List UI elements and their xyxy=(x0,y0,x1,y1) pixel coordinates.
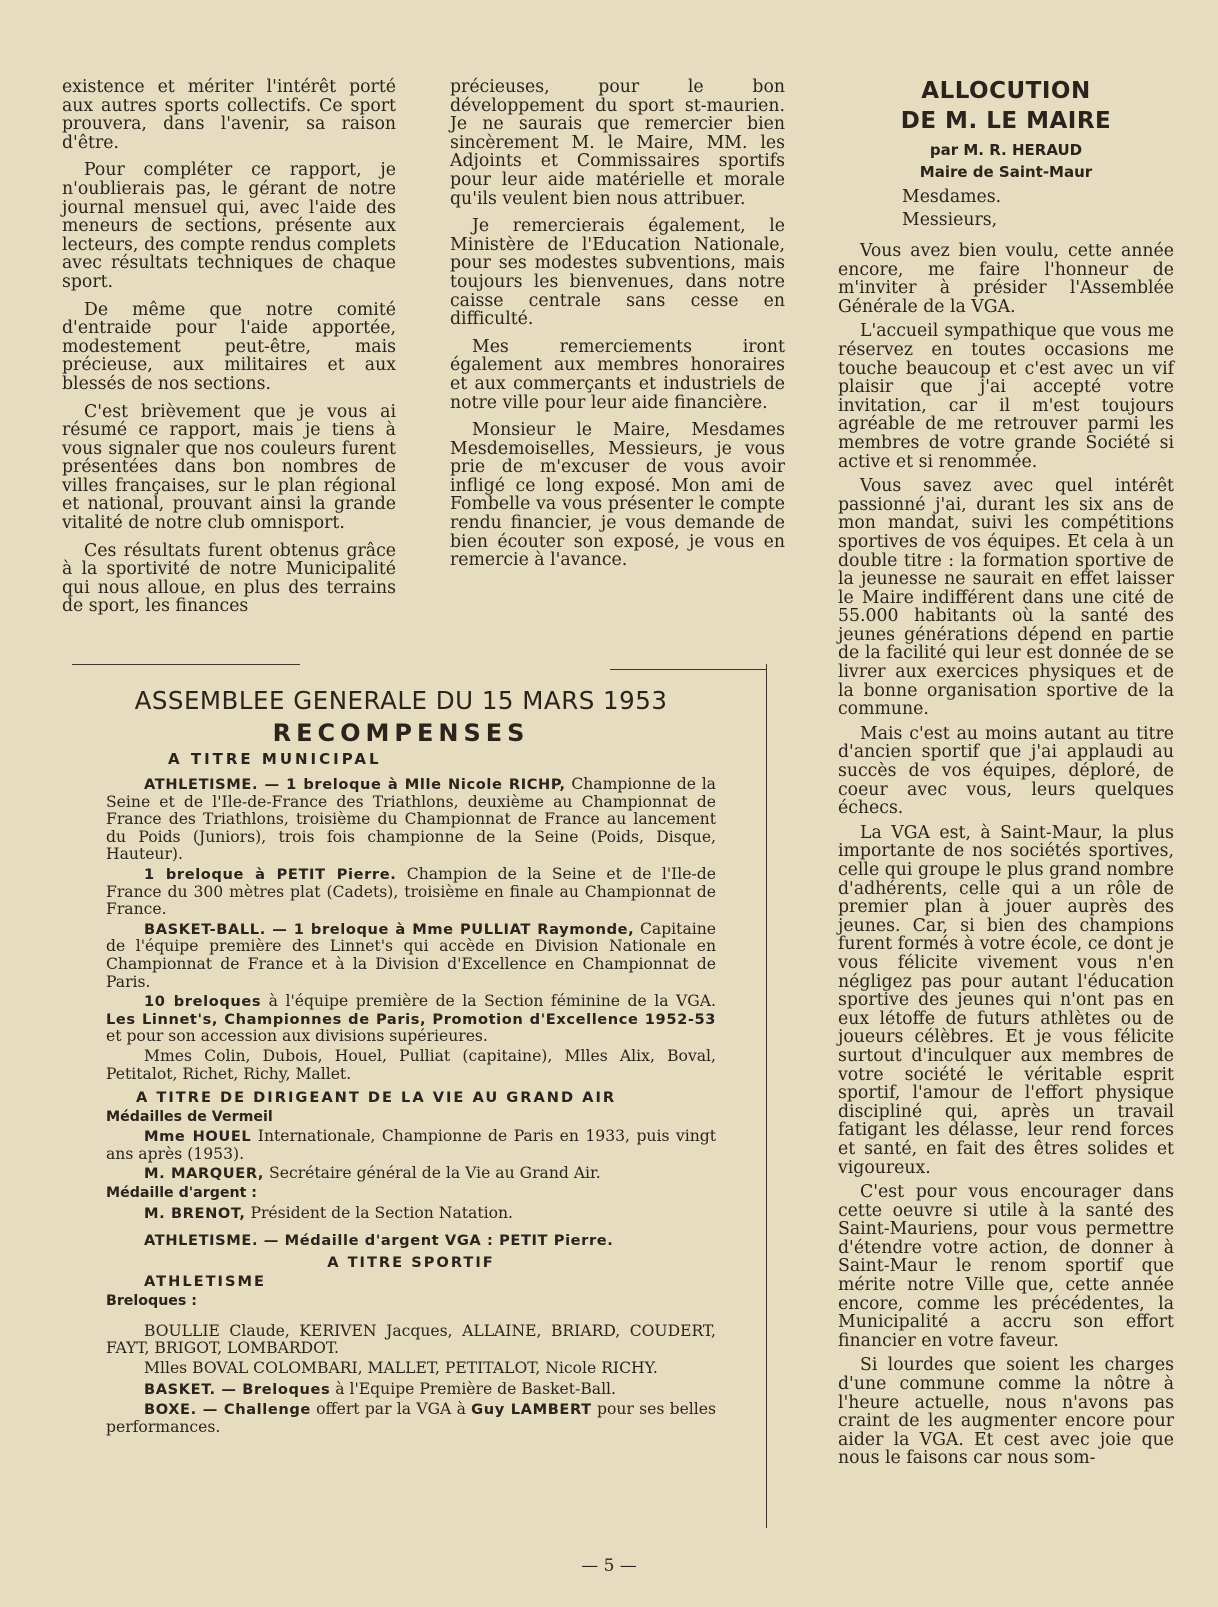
paragraph: Mes remerciements iront également aux membres honoraires et aux commerçants et industriels de notre ville pour leur aide financière. xyxy=(450,336,785,413)
argent-label: Médaille d'argent : xyxy=(106,1185,257,1202)
box-rule xyxy=(610,669,766,670)
paragraph: précieuses, pour le bon développement du sport st-maurien. Je ne saurais que remercier bien sincèrement M. le Maire, MM. les Adjoints et Commissaires sportifs pour leur aide matérielle et morale qu'ils veulent bien nous attribuer. xyxy=(450,77,785,209)
greeting: Mesdames. xyxy=(902,187,1002,207)
award-entry xyxy=(106,1165,716,1183)
award-entry xyxy=(106,1381,716,1399)
paragraph: Mais c'est au moins autant au titre d'ancien sportif que j'ai applaudi au succès de vos équipes, déploré, de coeur avec vous, leurs quelques échecs. xyxy=(838,723,1174,819)
paragraph: Monsieur le Maire, Mesdames Mesdemoiselles, Messieurs, je vous prie de m'excuser de vous avoir infligé ce long exposé. Mon ami de Fombelle va vous présenter le compte rendu financier, je vous demande de bien écouter son exposé, je vous en remercie à l'avance. xyxy=(450,420,785,571)
award-entry xyxy=(106,1205,716,1223)
column-left xyxy=(62,78,396,625)
paragraph: De même que notre comité d'entraide pour l'aide apportée, modestement peut-être, mais précieuse, aux militaires et aux blessés de nos sections. xyxy=(62,299,396,394)
award-text: Président de la Section Natation. xyxy=(245,1203,513,1222)
award-text: Capitaine de l'équipe première des Linnet's qui accède en Division Nationale en Championnat de France et à la Division d'Excellence en Championnat de Paris. xyxy=(106,919,716,991)
paragraph: Pour compléter ce rapport, je n'oublierais pas, le gérant de notre journal mensuel qui, avec l'aide des meneurs de sections, présente aux lecteurs, des compte rendus complets avec résultats techniques de chaque sport. xyxy=(62,160,396,292)
award-bold: BASKET-BALL. — 1 breloque à Mme PULLIAT Raymonde, xyxy=(144,920,635,938)
paragraph: C'est pour vous encourager dans cette oeuvre si utile à la santé des Saint-Mauriens, pour vous permettre d'étendre votre action, de donner à Saint-Maur le renom sportif que mérite notre Ville que, cette année encore, comme les précédentes, la Municipalité a accru son effort financier en votre faveur. xyxy=(838,1182,1174,1351)
paragraph: Vous avez bien voulu, cette année encore, me faire l'honneur de m'inviter à présider l'Assemblée Générale de la VGA. xyxy=(838,241,1174,317)
allocution-title-line2: DE M. LE MAIRE xyxy=(900,108,1112,134)
award-text: Championne de la Seine et de l'Ile-de-France des Triathlons, deuxième au Championnat de France des Triathlons, troisième du Championnat de France au lancement du Poids (Juniors), trois fois championne de la Seine (Poids, Disque, Hauteur). xyxy=(106,775,716,864)
award-entry xyxy=(106,993,716,1046)
team-list: Mmes Colin, Dubois, Houel, Pulliat (capitaine), Mlles Alix, Boval, Petitalot, Richet, Richy, Mallet. xyxy=(106,1046,716,1083)
awards-content xyxy=(106,686,716,1438)
paragraph: Vous savez avec quel intérêt passionné j'ai, durant les six ans de mon mandat, suivi les compétitions sportives de vos équipes. Et cela à un double titre : la formation sportive de la jeunesse ne saurait en effet laisser le Maire indifférent dans une cité de 55.000 habitants où la santé des jeunes générations dépend en partie de la facilité qui leur est donnée de se livrer aux exercices physiques et de la bonne organisation sportive de la commune. xyxy=(838,476,1174,720)
athletisme-heading: ATHLETISME xyxy=(144,1273,266,1291)
assembly-title: ASSEMBLEE GENERALE DU 15 MARS 1953 xyxy=(134,686,668,715)
paragraph: Si lourdes que soient les charges d'une commune comme la nôtre à l'heure actuelle, nous n'avons pas craint de les augmenter encore pour aider la VGA. Et cest avec joie que nous le faisons car nous som- xyxy=(838,1355,1174,1469)
dirigeant-heading: A TITRE DE DIRIGEANT DE LA VIE AU GRAND AIR xyxy=(136,1089,617,1107)
column-right-allocution xyxy=(838,76,1174,1474)
award-bold: BASKET. — Breloques xyxy=(144,1381,331,1399)
greeting: Messieurs, xyxy=(902,210,998,230)
award-entry xyxy=(106,921,716,991)
awards-box xyxy=(62,664,767,1528)
award-bold: M. MARQUER, xyxy=(144,1165,265,1183)
award-text: à l'équipe première de la Section féminine de la VGA. xyxy=(261,992,716,1011)
names-list: BOULLIE Claude, KERIVEN Jacques, ALLAINE, BRIARD, COUDERT, FAYT, BRIGOT, LOMBARDOT. xyxy=(106,1321,716,1358)
award-bold: BOXE. — Challenge xyxy=(144,1401,311,1418)
award-bold: Guy LAMBERT xyxy=(471,1401,592,1418)
allocution-author: par M. R. HERAUD xyxy=(929,141,1083,159)
award-entry xyxy=(106,1401,716,1436)
award-entry xyxy=(106,776,716,864)
vermeil-label: Médailles de Vermeil xyxy=(106,1108,273,1125)
box-rule xyxy=(72,664,300,665)
award-entry xyxy=(106,866,716,919)
award-bold: Mme HOUEL xyxy=(144,1128,252,1146)
award-bold: ATHLETISME. — 1 breloque à Mlle Nicole RICHP, xyxy=(144,776,566,793)
names-list: Mlles BOVAL COLOMBARI, MALLET, PETITALOT, Nicole RICHY. xyxy=(144,1358,658,1377)
award-text: à l'Equipe Première de Basket-Ball. xyxy=(330,1380,617,1399)
paragraph: L'accueil sympathique que vous me réservez en toutes occasions me touche beaucoup et c'est avec un vif plaisir que j'ai accepté votre invitation, car il m'est toujours agréable de me retrouver parmi les membres de votre grande Société si active et si renommée. xyxy=(838,321,1174,472)
page-number: — 5 — xyxy=(581,1556,637,1576)
award-text: pour ses belles performances. xyxy=(106,1400,717,1436)
allocution-role: Maire de Saint-Maur xyxy=(919,163,1093,181)
column-middle xyxy=(450,78,785,579)
sportif-heading: A TITRE SPORTIF xyxy=(327,1253,495,1271)
municipal-heading: A TITRE MUNICIPAL xyxy=(168,750,382,768)
award-text: et pour son accession aux divisions supérieures. xyxy=(106,1027,488,1046)
award-text: offert par la VGA à xyxy=(310,1400,472,1418)
award-text: Internationale, Championne de Paris en 1933, puis vingt ans après (1953). xyxy=(106,1127,716,1163)
allocution-title: ALLOCUTION xyxy=(921,78,1091,104)
award-bold: M. BRENOT, xyxy=(144,1204,246,1222)
paragraph: Ces résultats furent obtenus grâce à la sportivité de notre Municipalité qui nous alloue, en plus des terrains de sport, les finances xyxy=(62,540,396,617)
paragraph: C'est brièvement que je vous ai résumé ce rapport, mais je tiens à vous signaler que nos couleurs furent présentées dans bon nombres de villes françaises, sur le plan régional et national, prouvant ainsi la grande vitalité de notre club omnisport. xyxy=(62,401,396,534)
breloques-label: Breloques : xyxy=(106,1293,197,1310)
award-bold: 10 breloques xyxy=(144,993,262,1011)
award-text: Secrétaire général de la Vie au Grand Air. xyxy=(264,1164,601,1183)
athletisme-vga: ATHLETISME. — Médaille d'argent VGA : PETIT Pierre. xyxy=(144,1232,614,1250)
award-bold: Les Linnet's, Championnes de Paris, Promotion d'Excellence 1952-53 xyxy=(106,1010,716,1028)
paragraph: La VGA est, à Saint-Maur, la plus importante de nos sociétés sportives, celle qui groupe le plus grand nombre d'adhérents, celle qui a un rôle de premier plan à jouer auprès des jeunes. Car, si bien des champions furent formés à votre école, ce dont je vous félicite vivement vous n'en négligez pas pour autant l'éducation sportive des jeunes qui n'ont pas en eux létoffe de futurs athlètes ou de joueurs célèbres. Et je vous félicite surtout d'inculquer aux membres de votre société le véritable esprit sportif, l'amour de l'effort physique discipliné qui, après un travail fatigant les délasse, leur rend forces et santé, en fait des êtres solides et vigoureux. xyxy=(838,822,1174,1178)
paragraph: existence et mériter l'intérêt porté aux autres sports collectifs. Ce sport prouvera, dans l'avenir, sa raison d'être. xyxy=(62,77,396,153)
recompenses-title: RECOMPENSES xyxy=(272,719,530,747)
award-text: Champion de la Seine et de l'Ile-de France du 300 mètres plat (Cadets), troisième en finale au Championnat de France. xyxy=(106,864,717,919)
award-entry xyxy=(106,1128,716,1163)
award-bold: 1 breloque à PETIT Pierre. xyxy=(144,865,397,883)
paragraph: Je remercierais également, le Ministère de l'Education Nationale, pour ses modestes subventions, mais toujours les bienvenues, dans notre caisse centrale sans cesse en difficulté. xyxy=(450,216,785,330)
